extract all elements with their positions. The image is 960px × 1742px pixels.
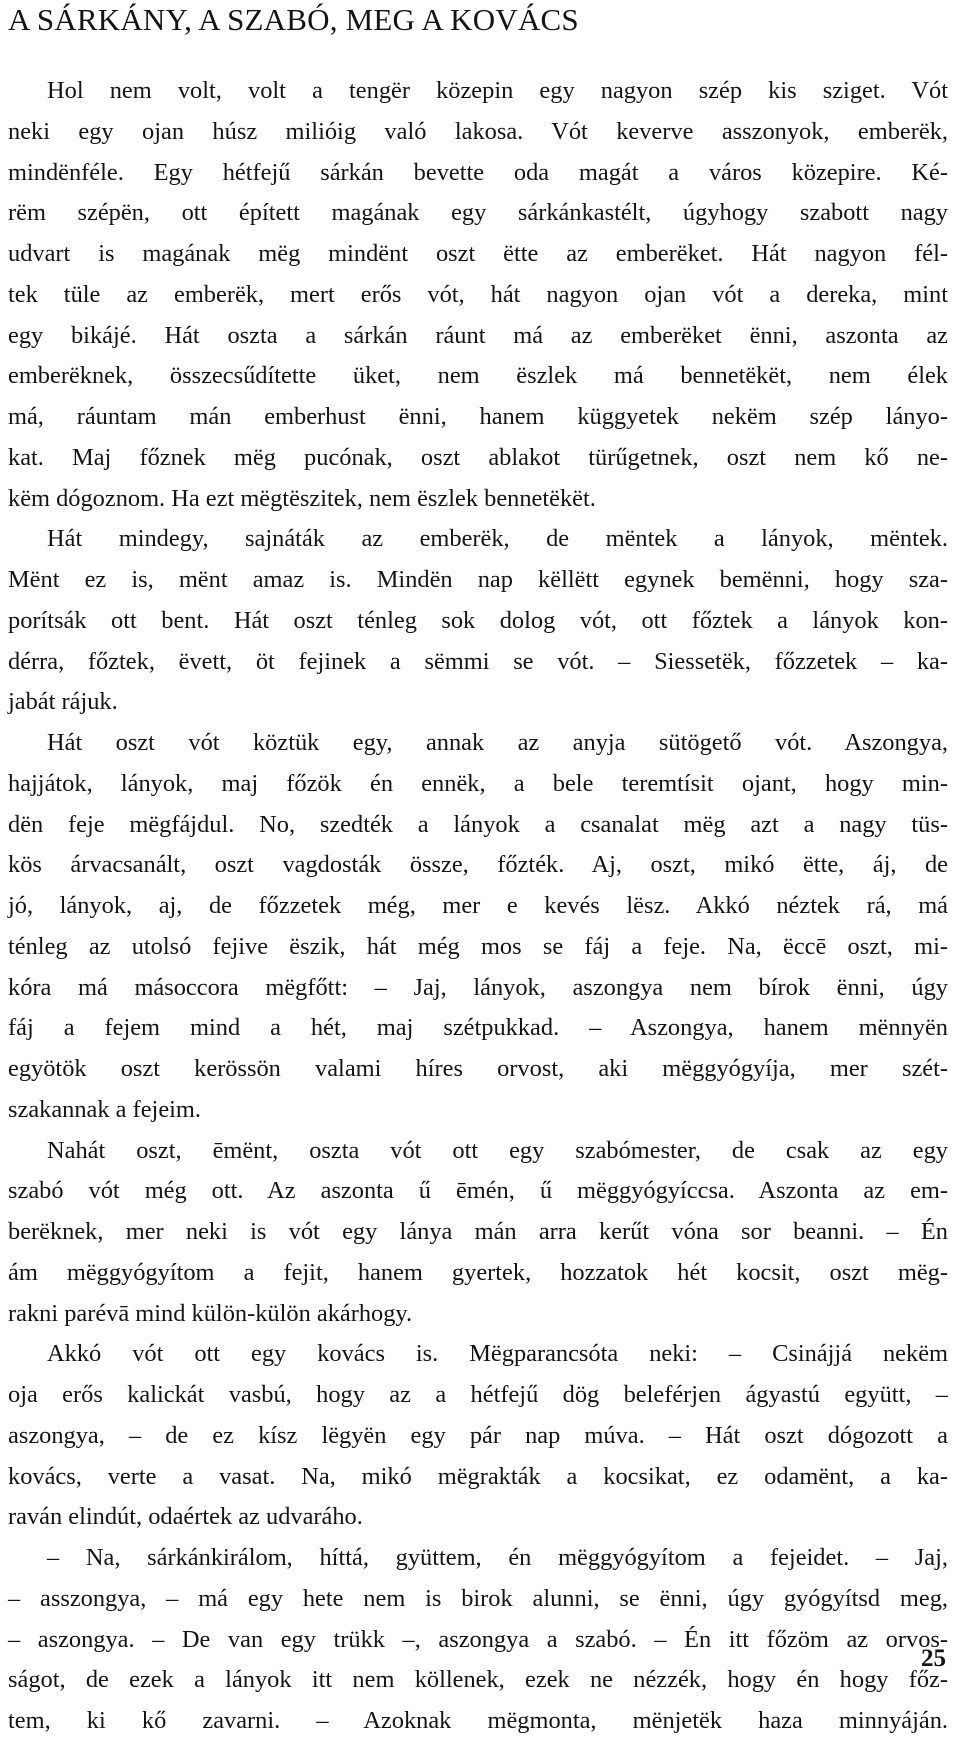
text-line: fáj a fejem mind a hét, maj szétpukkad. – Aszongya, hanem mënnyën (8, 1014, 948, 1042)
text-line: kóra má másoccora mëgfőtt: – Jaj, lányok, aszongya nem bírok ënni, úgy (8, 973, 948, 1001)
text-line: má, ráuntam mán emberhust ënni, hanem küggyetek nekëm szép lányo- (8, 403, 948, 430)
text-line: aszongya, – de ez kísz lëgyën egy pár nap múva. – Hát oszt dógozott a (8, 1421, 948, 1449)
text-line: tem, ki kő zavarni. – Azoknak mëgmonta, mënjetëk haza minnyáján. (8, 1707, 948, 1734)
text-line: szakannak a fejeim. (8, 1095, 201, 1123)
page-number: 25 (921, 1645, 946, 1672)
text-line: ságot, de ezek a lányok itt nem köllenek, ezek ne nézzék, hogy én hogy főz- (8, 1666, 948, 1694)
story-title: A SÁRKÁNY, A SZABÓ, MEG A KOVÁCS (8, 2, 579, 37)
text-line: Hol nem volt, volt a tengër közepin egy nagyon szép kis sziget. Vót (47, 77, 948, 104)
text-line: raván elindút, odaértek az udvaráho. (8, 1503, 363, 1531)
text-line: oja erős kalickát vasbú, hogy az a hétfejű dög beleférjen ágyastú együtt, – (8, 1381, 948, 1408)
text-line: – asszongya, – má egy hete nem is birok alunni, se ënni, úgy gyógyítsd meg, (8, 1584, 948, 1612)
text-line: ám mëggyógyítom a fejit, hanem gyertek, hozzatok hét kocsit, oszt mëg- (8, 1258, 948, 1286)
text-line: kovács, verte a vasat. Na, mikó mëgrakták a kocsikat, ez odamënt, a ka- (8, 1462, 948, 1490)
text-line: – Na, sárkánkirálom, híttá, gyüttem, én mëggyógyítom a fejeidet. – Jaj, (47, 1544, 948, 1571)
text-line: neki egy ojan húsz milióig való lakosa. Vót keverve asszonyok, emberëk, (8, 117, 948, 145)
text-line: jabát rájuk. (8, 688, 118, 716)
text-line: rëm szépën, ott épített magának egy sárkánkastélt, úgyhogy szabott nagy (8, 199, 948, 227)
text-line: hajjátok, lányok, maj főzök én ennëk, a bele teremtísit ojant, hogy min- (8, 769, 948, 797)
text-line: Mënt ez is, mënt amaz is. Mindën nap këllëtt egynek bemënni, hogy sza- (8, 566, 948, 593)
text-line: emberëknek, összecsűdítette üket, nem ëszlek má bennetëkët, nem élek (8, 362, 948, 390)
text-line: Hát oszt vót köztük egy, annak az anyja sütögető vót. Aszongya, (47, 729, 948, 756)
text-line: ténleg az utolsó fejive ëszik, hát még mos se fáj a feje. Na, ëccē oszt, mi- (8, 932, 948, 960)
text-line: këm dógoznom. Ha ezt mëgtëszitek, nem ëszlek bennetëkët. (8, 484, 596, 512)
text-line: tek tüle az emberëk, mert erős vót, hát nagyon ojan vót a dereka, mint (8, 280, 948, 308)
text-line: kös árvacsanált, oszt vagdosták össze, főzték. Aj, oszt, mikó ëtte, áj, de (8, 851, 948, 879)
text-line: berëknek, mer neki is vót egy lánya mán arra kerűt vóna sor beanni. – Én (8, 1218, 948, 1245)
text-line: dérra, főztek, ëvett, öt fejinek a sëmmi se vót. – Siessetëk, főzzetek – ka- (8, 647, 948, 675)
text-line: Hát mindegy, sajnáták az emberëk, de mëntek a lányok, mëntek. (47, 525, 948, 553)
text-line: kat. Maj főznek mëg pucónak, oszt ablakot türűgetnek, oszt nem kő ne- (8, 443, 948, 471)
text-line: Nahát oszt, ēmënt, oszta vót ott egy szabómester, de csak az egy (47, 1136, 948, 1164)
text-line: egy bikájé. Hát oszta a sárkán ráunt má az emberëket ënni, aszonta az (8, 321, 948, 349)
text-line: Akkó vót ott egy kovács is. Mëgparancsóta neki: – Csinájjá nekëm (47, 1340, 948, 1368)
text-line: udvart is magának mëg mindënt oszt ëtte az emberëket. Hát nagyon fél- (8, 240, 948, 267)
text-line: mindënféle. Egy hétfejű sárkán bevette oda magát a város közepire. Ké- (8, 158, 948, 186)
text-line: – aszongya. – De van egy trükk –, aszongya a szabó. – Én itt főzöm az orvos- (8, 1625, 948, 1653)
story-body (8, 71, 948, 1742)
text-line: rakni parévā mind külön-külön akárhogy. (8, 1299, 413, 1327)
text-line: egyötök oszt kerössön valami híres orvost, aki mëggyógyíja, mer szét- (8, 1055, 948, 1082)
text-line: porítsák ott bent. Hát oszt ténleg sok dolog vót, ott főztek a lányok kon- (8, 606, 948, 634)
text-line: jó, lányok, aj, de főzzetek még, mer e kevés lësz. Akkó néztek rá, má (8, 892, 948, 919)
text-line: dën feje mëgfájdul. No, szedték a lányok a csanalat mëg azt a nagy tüs- (8, 810, 948, 838)
text-line: szabó vót még ott. Az aszonta ű ēmén, ű mëggyógyíccsa. Aszonta az em- (8, 1177, 948, 1205)
